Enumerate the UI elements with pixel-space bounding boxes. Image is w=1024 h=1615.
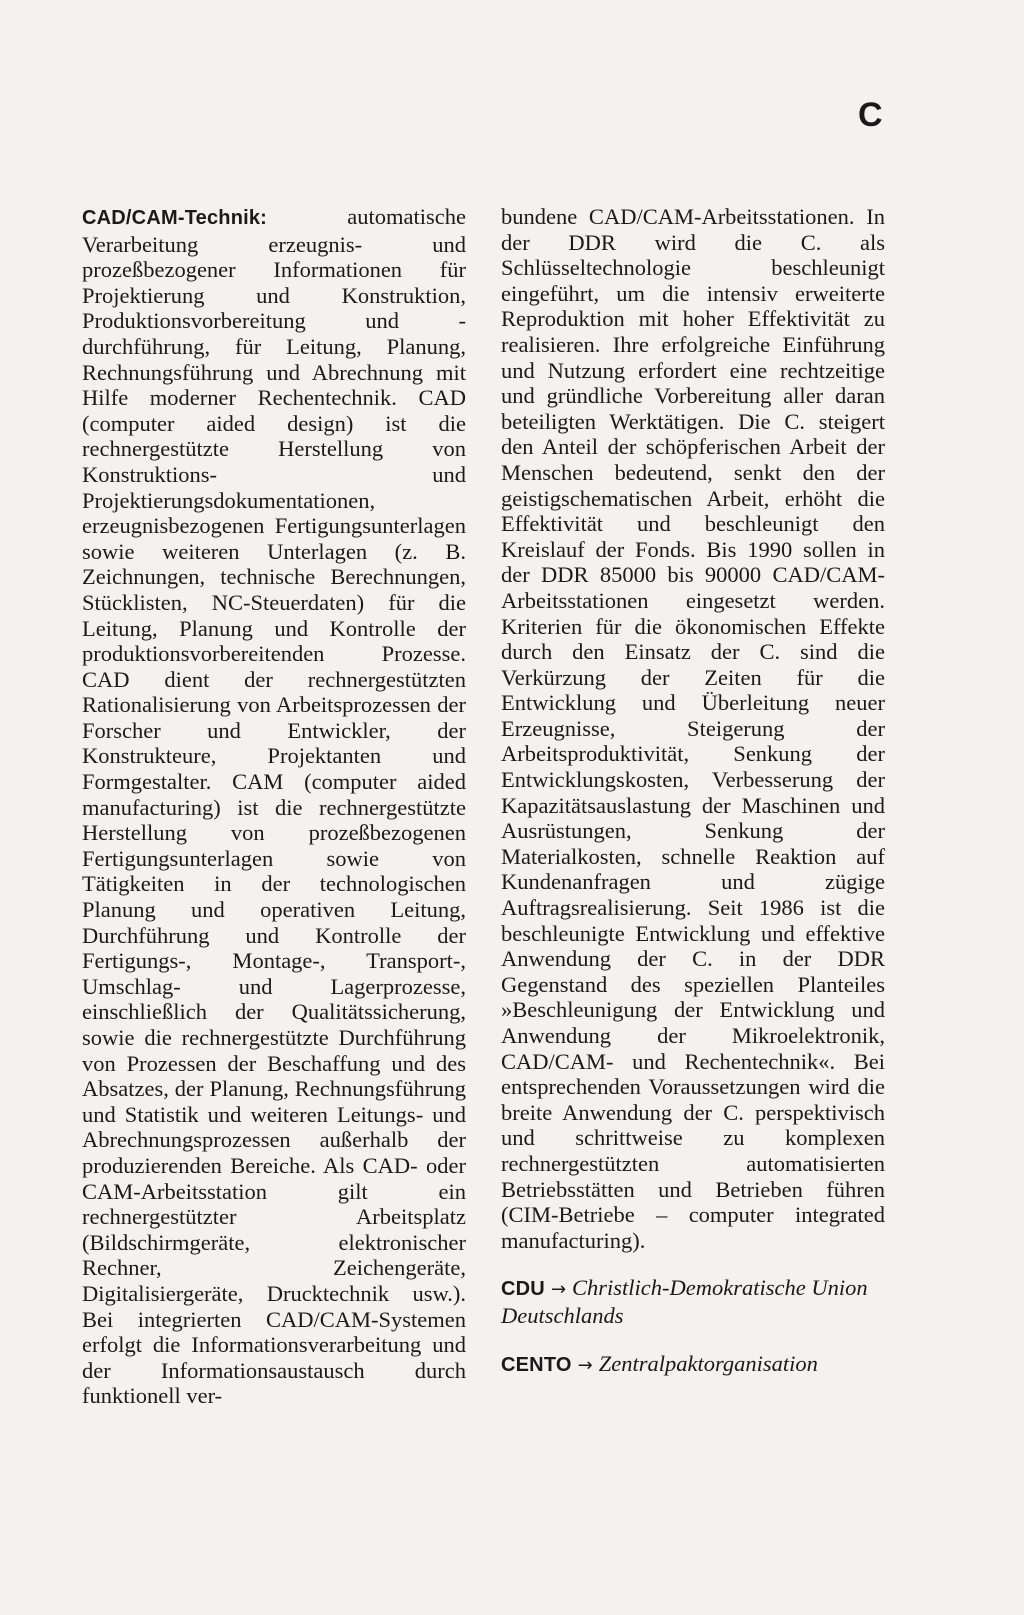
entry-cdu bbox=[501, 1275, 885, 1328]
entry-definition-continued: bundene CAD/CAM-Arbeitsstationen. In der DDR wird die C. als Schlüsseltechnologie beschleunigt eingeführt, um die intensiv erweiterte Reproduktion mit hoher Effektivität zu realisieren. Ihre erfolgreiche Einführung und Nutzung erfordert eine rechtzeitige und gründliche Vorbereitung aller daran beteiligten Werktätigen. Die C. steigert den Anteil der schöpferischen Arbeit der Menschen bedeutend, senkt den der geistigschematischen Arbeit, erhöht die Effektivität und beschleunigt den Kreislauf der Fonds. Bis 1990 sollen in der DDR 85000 bis 90000 CAD/CAM-Arbeitsstationen eingesetzt werden. Kriterien für die ökonomischen Effekte durch den Einsatz der C. sind die Verkürzung der Zeiten für die Entwicklung und Überleitung neuer Erzeugnisse, Steigerung der Arbeitsproduktivität, Senkung der Entwicklungskosten, Verbesserung der Kapazitätsauslastung der Maschinen und Ausrüstungen, Senkung der Materialkosten, schnelle Reaktion auf Kundenanfragen und zügige Auftragsrealisierung. Seit 1986 ist die beschleunigte Entwicklung und effektive Anwendung der C. in der DDR Gegenstand des speziellen Planteiles »Beschleunigung der Entwicklung und Anwendung der Mikroelektronik, CAD/CAM- und Rechentechnik«. Bei entsprechenden Voraussetzungen wird die breite Anwendung der C. perspektivisch und schrittweise zu komplexen rechnergestützten automatisierten Betriebsstätten und Betrieben führen (CIM-Betriebe – computer integrated manufacturing). bbox=[501, 204, 885, 1253]
entry-term: CAD/CAM-Technik: bbox=[82, 207, 268, 229]
entry-cadcam-continuation bbox=[501, 204, 885, 1253]
cross-reference[interactable]: Christlich-Demokratische Union Deutschlands bbox=[501, 1275, 868, 1328]
entry-term: CDU bbox=[501, 1278, 545, 1301]
cross-reference-arrow-icon: → bbox=[550, 1279, 567, 1301]
right-column bbox=[501, 204, 885, 1378]
entry-cadcam-technik bbox=[82, 204, 466, 1409]
entry-term: CENTO bbox=[501, 1353, 572, 1376]
left-column bbox=[82, 204, 466, 1409]
section-letter: C bbox=[858, 96, 883, 134]
cross-reference[interactable]: Zentralpaktorganisation bbox=[598, 1350, 818, 1376]
cross-reference-arrow-icon: → bbox=[577, 1354, 593, 1376]
entry-definition: automatische Verarbeitung erzeugnis- und prozeßbezogener Informationen für Projektierung und Konstruktion, Produktionsvorbereitung und -durchführung, für Leitung, Planung, Rechnungsführung und Abrechnung mit Hilfe moderner Rechentechnik. CAD (computer aided design) ist die rechnergestützte Herstellung von Konstruktions- und Projektierungsdokumentationen, erzeugnisbezogenen Fertigungsunterlagen sowie weiteren Unterlagen (z. B. Zeichnungen, technische Berechnungen, Stücklisten, NC-Steuerdaten) für die Leitung, Planung und Kontrolle der produktionsvorbereitenden Prozesse. CAD dient der rechnergestützten Rationalisierung von Arbeitsprozessen der Forscher und Entwickler, der Konstrukteure, Projektanten und Formgestalter. CAM (computer aided manufacturing) ist die rechnergestützte Herstellung von prozeßbezogenen Fertigungsunterlagen sowie von Tätigkeiten in der technologischen Planung und operativen Leitung, Durchführung und Kontrolle der Fertigungs-, Montage-, Transport-, Umschlag- und Lagerprozesse, einschließlich der Qualitätssicherung, sowie die rechnergestützte Durchführung von Prozessen der Beschaffung und des Absatzes, der Planung, Rechnungsführung und Statistik und weiteren Leitungs- und Abrechnungsprozessen außerhalb der produzierenden Bereiche. Als CAD- oder CAM-Arbeitsstation gilt ein rechnergestützter Arbeitsplatz (Bildschirmgeräte, elektronischer Rechner, Zeichengeräte, Digitalisiergeräte, Drucktechnik usw.). Bei integrierten CAD/CAM-Systemen erfolgt die Informationsverarbeitung und der Informationsaustausch durch funktionell ver- bbox=[82, 204, 466, 1409]
entry-cento bbox=[501, 1351, 885, 1379]
